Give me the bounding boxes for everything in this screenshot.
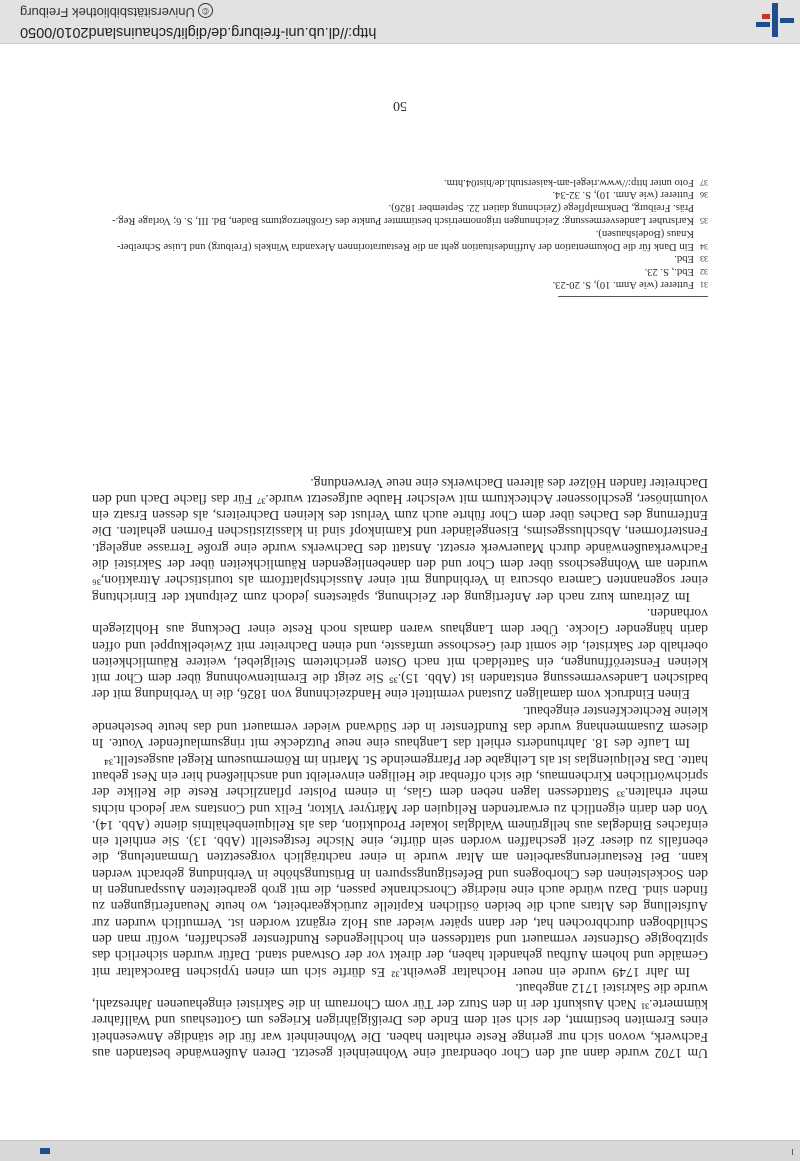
page-corner-mark: ı	[790, 1146, 794, 1158]
footnote-divider	[558, 296, 708, 297]
article-text	[92, 474, 708, 1061]
footnote: 31Futterer (wie Anm. 10), S. 20-23.	[552, 279, 708, 290]
paragraph: Im Laufe des 18. Jahrhunderts erhielt das Langhaus eine neue Putzdecke mit ringsumlaufender Voute. In diesem Zusammenhang wurde das Rundfenster in der Südwand wieder vermauert und das heute bestehende kleine Rechteckfenster eingebaut.	[92, 703, 708, 752]
footnote: 36Futterer (wie Anm. 10), S. 32-34.	[552, 189, 708, 201]
logo-fragment	[40, 1148, 50, 1154]
copyright-text: Universitätsbibliothek Freiburg	[20, 5, 195, 20]
footnotes	[92, 175, 708, 297]
ub-freiburg-logo-icon	[754, 3, 794, 37]
paragraph: Einen Eindruck vom damaligen Zustand vermittelt eine Handzeichnung von 1826, die in Verbindung mit der badischen Landesvermessung entstanden ist (Abb. 15).³⁵ Sie zeigt die Eremitenwohnung über dem Chor mit kleinen Fensteröffnungen, ein Satteldach mit nach Osten gerichtetem Steilgiebel, weitere Räumlichkeiten oberhalb der Sakristei, die somit drei Geschosse umfasste, und einen Dachreiter mit Zwiebelkuppel und offen darin hängender Glocke. Über dem Langhaus waren damals noch Reste einer Deckung aus Hohlziegeln vorhanden.	[92, 605, 708, 703]
viewer-header	[0, 0, 800, 44]
footnote: 34Ein Dank für die Dokumentation der Auffindesituation geht an die Restauratorinnen Alexandra Winkels (Freiburg) und Luise Schreiber-Knaus (Bodelshausen).	[116, 227, 708, 252]
paragraph: Im Jahr 1749 wurde ein neuer Hochaltar geweiht.³² Es dürfte sich um einen typischen Barockaltar mit Gemälde und hohem Aufbau gehandelt haben, der direkt vor der Ostwand stand. Dafür wurden sicherlich das spitzbogige Ostfenster vermauert und stattdessen ein hochliegendes Rundfenster geschaffen, wofür man den Schildbogen durchbrochen hat, der dann später wieder aus Holz ergänzt worden ist. Vermutlich wurden zur Aufstellung des Altars auch die beiden östlichen Kapitelle zurückgearbeitet, wo heute Neuanfertigungen zu finden sind. Dazu würde auch eine niedrige Chorschranke passen, die mit grob gearbeiteten Aussparungen in den Sockelsteinen des Chorbogens und Befestigungsspuren in Brüstungshöhe in Verbindung gebracht werden kann. Bei Restaurierungsarbeiten am Altar wurde in einer nachträglich vorgesetzten Ummantelung, die ebenfalls zu dieser Zeit geschaffen worden sein dürfte, eine Nische festgestellt (Abb. 13). Sie enthielt ein einfaches Bindeglas aus hellgrünem Waldglas lokaler Produktion, das als Reliquienbehältnis diente (Abb. 14). Von den darin eigentlich zu erwartenden Reliquien der Märtyrer Viktor, Felix und Constans war jedoch nichts mehr erhalten.³³ Stattdessen lagen neben dem Glas, in einem Polster pflanzlicher Reste die Relikte der sprichwörtlichen Kirchenmaus, die sich offenbar die Heiligen einverleibt und anschließend hier ein Nest gebaut hatte. Das Reliquienglas ist als Leihgabe der Pfarrgemeinde St. Martin im Römermuseum Riegel ausgestellt.³⁴	[92, 752, 708, 980]
page-number: 50	[393, 98, 407, 113]
bottom-bar	[0, 1140, 800, 1161]
footnote: 37Foto unter http://www.riegel-am-kaiserstuhl.de/hist04.htm.	[444, 176, 708, 188]
paragraph: Um 1702 wurde dann auf den Chor obendrauf eine Wohneinheit gesetzt. Deren Außenwände bestanden aus Fachwerk, wovon sich nur geringe Reste erhalten haben. Die Wohneinheit war für die ständige Anwesenheit eines Eremiten bestimmt, der sich seit dem Ende des Dreißigjährigen Krieges um Gotteshaus und Wallfahrer kümmerte.³¹ Nach Auskunft der in den Sturz der Tür vom Chorraum in die Sakristei eingehauenen Jahreszahl, wurde die Sakristei 1712 angebaut.	[92, 980, 708, 1061]
footnote: 32Ebd., S. 23.	[644, 266, 708, 278]
paragraph: Im Zeitraum kurz nach der Anfertigung der Zeichnung, spätestens jedoch zum Zeitpunkt der Einrichtung einer sogenannten Camera obscura in Verbindung mit einer Aussichtsplattform als touristischer Attraktion,³⁶ wurden am Wohngeschoss über dem Chor und den danebenliegenden Räumlichkeiten über der Sakristei die Fachwerkaußenwände durch Mauerwerk ersetzt. Anstatt des Dachwerks wurde eine große Terrasse angelegt. Fensterformen, Abschlussgesims, Eisengeländer und Kaminkopf sind in klassizistischen Formen gehalten. Die Entfernung des Daches über dem Chor führte auch zum Verlust des kleinen Dachreiters, als dessen Ersatz ein voluminöser, geschlossener Achteckturm mit welscher Haube aufgesetzt wurde.³⁷ Für das flache Dach und den Dachreiter fanden Hölzer des älteren Dachwerks eine neue Verwendung.	[92, 475, 708, 605]
permalink[interactable]: http://dl.ub.uni-freiburg.de/diglit/schauinsland2010/0050	[20, 24, 377, 40]
footnote: 35Karlsruher Landesvermessung: Zeichnungen trigonometrisch bestimmter Punkte des Großherzogtums Baden, Bd. III, S. 6; Vorlage Reg.-Präs. Freiburg, Denkmalpflege (Zeichnung datiert 22. September 1826).	[112, 202, 708, 227]
footnote: 33Ebd.	[674, 253, 708, 265]
copyright-icon: ©	[198, 3, 213, 18]
copyright-notice	[20, 3, 420, 20]
